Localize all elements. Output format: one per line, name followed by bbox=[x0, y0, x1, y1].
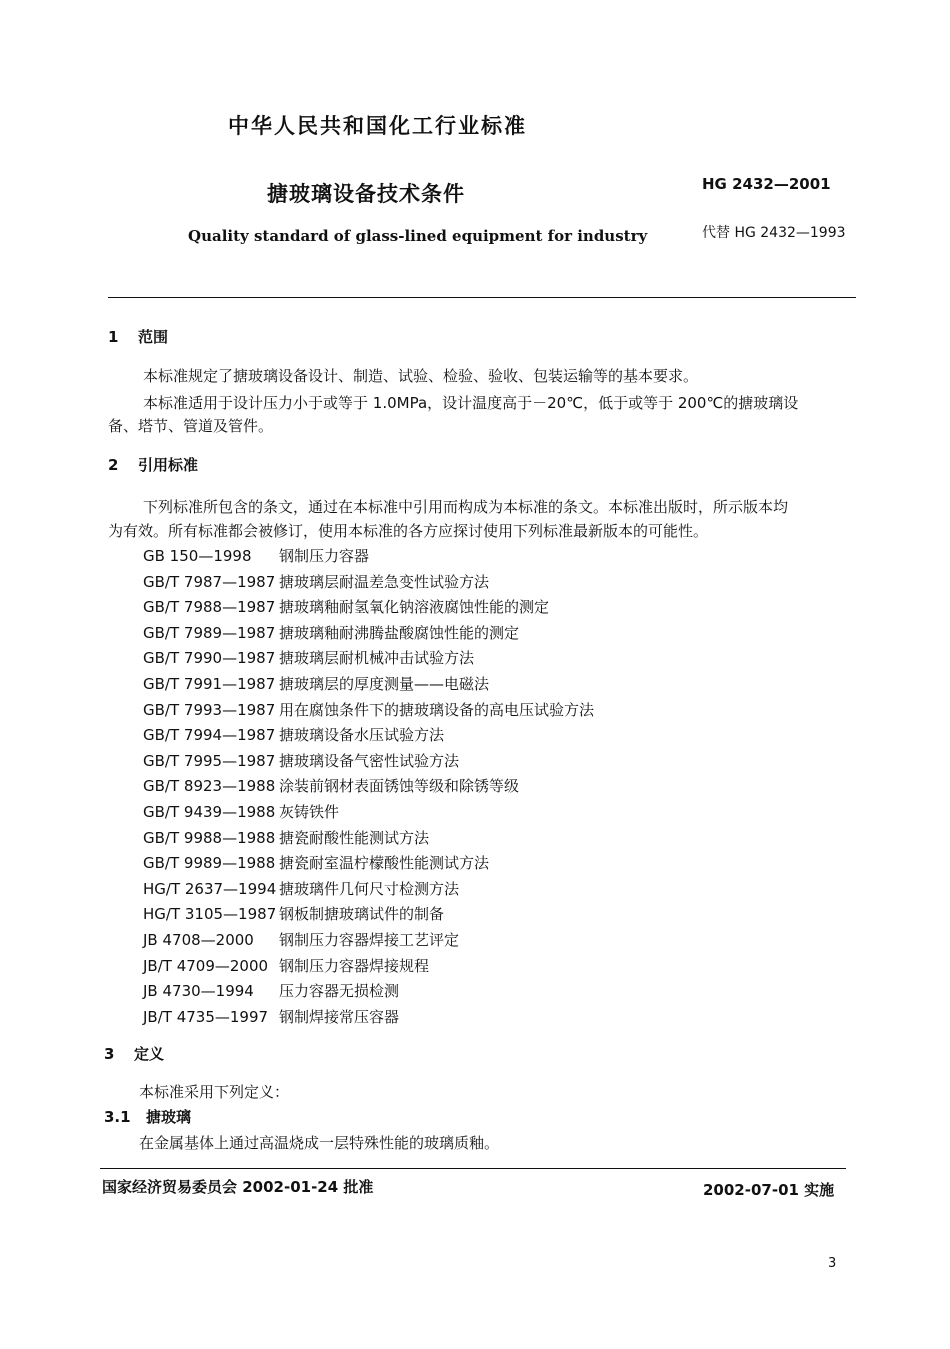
section-number: 3 bbox=[104, 1045, 115, 1063]
reference-code: GB 150—1998 bbox=[143, 547, 252, 565]
section-number: 1 bbox=[108, 328, 119, 346]
reference-code: GB/T 7987—1987 bbox=[143, 572, 276, 591]
reference-name: 钢板制搪玻璃试件的制备 bbox=[279, 905, 445, 924]
reference-item bbox=[143, 698, 594, 724]
reference-item bbox=[143, 928, 594, 954]
section-title: 引用标准 bbox=[138, 456, 199, 474]
references-intro-line-2: 为有效。所有标准都会被修订，使用本标准的各方应探讨使用下列标准最新版本的可能性。 bbox=[108, 522, 709, 540]
subsection-heading bbox=[104, 1106, 191, 1127]
document-title-en: Quality standard of glass-lined equipment for industry bbox=[188, 227, 648, 245]
reference-name: 搪玻璃件几何尺寸检测方法 bbox=[279, 879, 460, 898]
reference-code: GB/T 9989—1988 bbox=[143, 854, 276, 873]
reference-name: 搪玻璃层的厚度测量——电磁法 bbox=[279, 674, 490, 693]
reference-item bbox=[143, 800, 594, 826]
reference-code: JB/T 4709—2000 bbox=[143, 956, 269, 975]
reference-item bbox=[143, 851, 594, 877]
document-title-cn: 搪玻璃设备技术条件 bbox=[267, 182, 465, 206]
section-number: 2 bbox=[108, 456, 119, 474]
approval-statement: 国家经济贸易委员会 2002-01-24 批准 bbox=[102, 1178, 374, 1196]
reference-name: 搪玻璃釉耐氢氧化钠溶液腐蚀性能的测定 bbox=[279, 598, 550, 617]
section-heading-definitions bbox=[104, 1043, 164, 1064]
subsection-number: 3.1 bbox=[104, 1108, 131, 1126]
replaces-standard: 代替 HG 2432—1993 bbox=[702, 225, 846, 241]
reference-item bbox=[143, 877, 594, 903]
reference-item bbox=[143, 723, 594, 749]
reference-name: 搪玻璃层耐温差急变性试验方法 bbox=[279, 572, 490, 591]
reference-name: 压力容器无损检测 bbox=[279, 982, 400, 1001]
reference-item bbox=[143, 902, 594, 928]
reference-name: 钢制压力容器焊接工艺评定 bbox=[279, 930, 460, 949]
reference-item bbox=[143, 774, 594, 800]
reference-item bbox=[143, 595, 594, 621]
definitions-intro: 本标准采用下列定义： bbox=[139, 1083, 290, 1101]
reference-name: 搪玻璃设备水压试验方法 bbox=[279, 726, 445, 745]
footer-divider bbox=[100, 1168, 846, 1169]
reference-code: GB/T 9439—1988 bbox=[143, 802, 276, 821]
reference-code: GB/T 7995—1987 bbox=[143, 751, 276, 770]
reference-name: 搪玻璃设备气密性试验方法 bbox=[279, 751, 460, 770]
reference-code: GB/T 7989—1987 bbox=[143, 623, 276, 642]
reference-name: 用在腐蚀条件下的搪玻璃设备的高电压试验方法 bbox=[279, 700, 595, 719]
reference-code: HG/T 3105—1987 bbox=[143, 905, 277, 924]
section-title: 定义 bbox=[134, 1045, 165, 1063]
reference-name: 搪玻璃釉耐沸腾盐酸腐蚀性能的测定 bbox=[279, 623, 520, 642]
reference-item bbox=[143, 621, 594, 647]
reference-code: GB/T 7990—1987 bbox=[143, 649, 276, 668]
definition-text: 在金属基体上通过高温烧成一层特殊性能的玻璃质釉。 bbox=[139, 1134, 500, 1152]
section-title: 范围 bbox=[138, 328, 169, 346]
reference-code: HG/T 2637—1994 bbox=[143, 879, 277, 898]
reference-name: 钢制压力容器 bbox=[279, 547, 370, 565]
references-intro-line-1: 下列标准所包含的条文，通过在本标准中引用而构成为本标准的条文。本标准出版时，所示版本均 bbox=[143, 498, 789, 516]
reference-item bbox=[143, 979, 594, 1005]
reference-code: GB/T 8923—1988 bbox=[143, 777, 276, 796]
subsection-title: 搪玻璃 bbox=[146, 1108, 192, 1126]
scope-paragraph-2-line-2: 备、塔节、管道及管件。 bbox=[108, 417, 274, 435]
reference-name: 搪玻璃层耐机械冲击试验方法 bbox=[279, 649, 475, 668]
page-number: 3 bbox=[828, 1256, 837, 1271]
reference-name: 搪瓷耐酸性能测试方法 bbox=[279, 828, 430, 847]
reference-code: JB 4730—1994 bbox=[143, 982, 254, 1001]
reference-code: GB/T 7991—1987 bbox=[143, 674, 276, 693]
reference-code: JB 4708—2000 bbox=[143, 930, 254, 949]
standard-type-header: 中华人民共和国化工行业标准 bbox=[228, 114, 527, 138]
reference-name: 灰铸铁件 bbox=[279, 802, 340, 821]
reference-item bbox=[143, 544, 594, 570]
reference-code: GB/T 7994—1987 bbox=[143, 726, 276, 745]
reference-item bbox=[143, 749, 594, 775]
section-heading-references bbox=[108, 454, 198, 475]
scope-paragraph-1: 本标准规定了搪玻璃设备设计、制造、试验、检验、验收、包装运输等的基本要求。 bbox=[143, 367, 699, 385]
reference-item bbox=[143, 954, 594, 980]
scope-paragraph-2-line-1: 本标准适用于设计压力小于或等于 1.0MPa，设计温度高于－20℃，低于或等于 200℃的搪玻璃设 bbox=[143, 394, 799, 412]
reference-item bbox=[143, 826, 594, 852]
reference-item bbox=[143, 1005, 594, 1031]
reference-name: 钢制焊接常压容器 bbox=[279, 1007, 400, 1026]
effective-date: 2002-07-01 实施 bbox=[703, 1181, 835, 1199]
standard-code: HG 2432—2001 bbox=[702, 175, 831, 193]
reference-list bbox=[143, 544, 594, 1030]
reference-code: GB/T 7993—1987 bbox=[143, 700, 276, 719]
reference-name: 涂装前钢材表面锈蚀等级和除锈等级 bbox=[279, 777, 520, 796]
reference-code: JB/T 4735—1997 bbox=[143, 1007, 269, 1026]
section-heading-scope bbox=[108, 326, 168, 347]
reference-item bbox=[143, 570, 594, 596]
reference-name: 搪瓷耐室温柠檬酸性能测试方法 bbox=[279, 854, 490, 873]
reference-item bbox=[143, 672, 594, 698]
header-divider bbox=[108, 297, 856, 298]
reference-item bbox=[143, 646, 594, 672]
reference-code: GB/T 9988—1988 bbox=[143, 828, 276, 847]
reference-code: GB/T 7988—1987 bbox=[143, 598, 276, 617]
reference-name: 钢制压力容器焊接规程 bbox=[279, 956, 430, 975]
